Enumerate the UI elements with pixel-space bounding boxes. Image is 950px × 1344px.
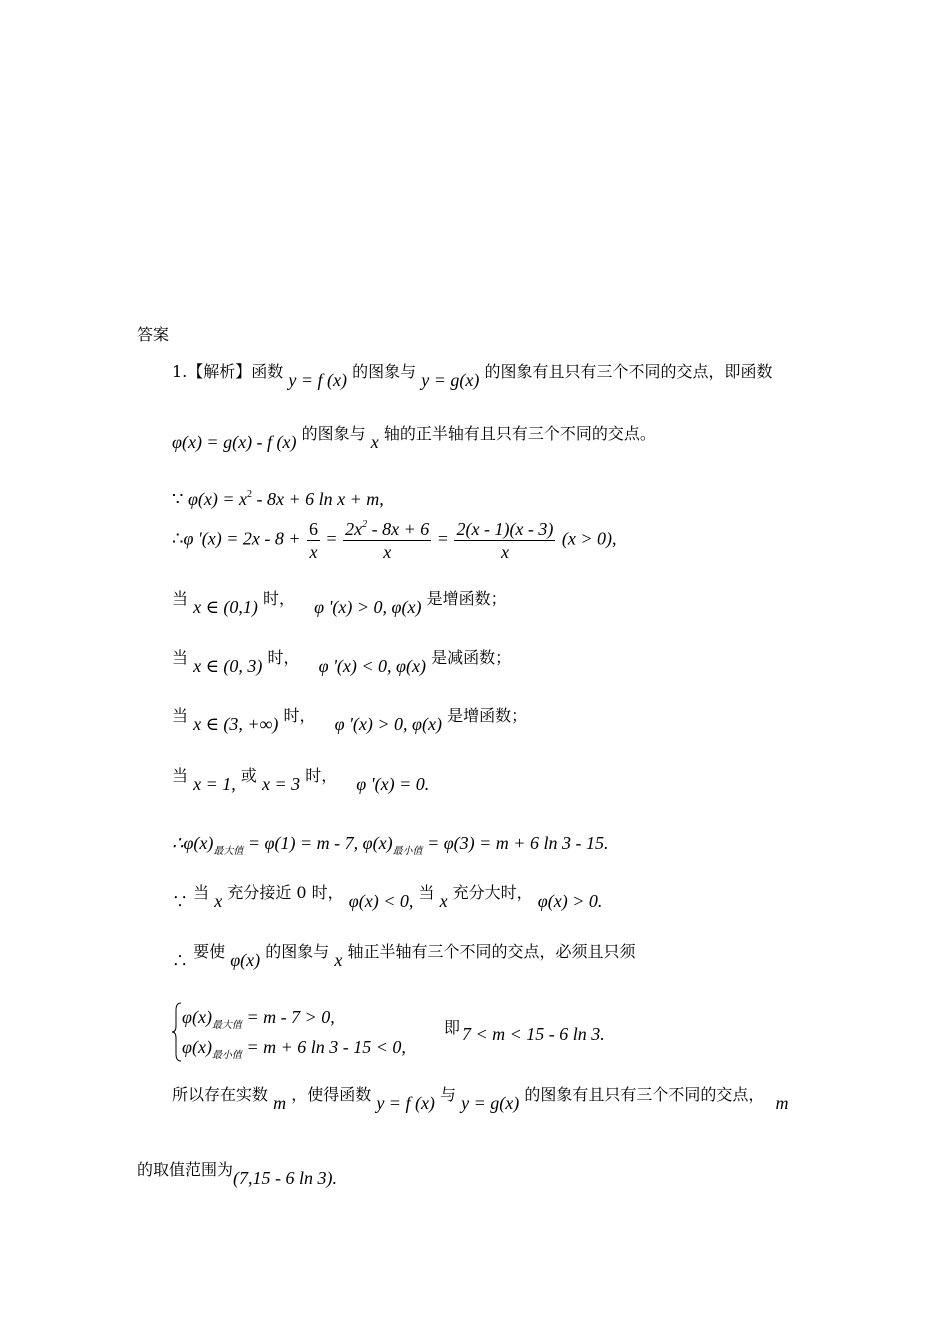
text: 时， [263, 589, 296, 608]
answer-interval: (7,15 - 6 ln 3). [233, 1168, 337, 1188]
formula-part: = φ(3) = m + 6 ln 3 - 15. [422, 833, 609, 853]
limit-behavior [172, 883, 603, 911]
var-x: x [439, 891, 448, 911]
value: x = 3 [261, 774, 301, 794]
final-answer [137, 1160, 337, 1188]
condition: φ(x) < 0, [348, 891, 414, 911]
var-m: m [273, 1093, 287, 1113]
text: 与 [440, 1085, 457, 1104]
fraction-3 [454, 520, 555, 561]
text: 轴的正半轴有且只有三个不同的交点。 [383, 424, 656, 443]
text: 函数 [251, 362, 284, 381]
range: x ∈ (0, 3) [193, 656, 263, 676]
subscript-max: 最大值 [211, 1020, 242, 1031]
text: 是减函数； [431, 648, 512, 667]
text: 当 [172, 648, 189, 667]
text: 时， [305, 766, 338, 785]
requirement [172, 942, 636, 970]
text: 轴正半轴有三个不同的交点，必须且只须 [347, 942, 636, 961]
therefore-symbol: ∴ [172, 833, 184, 853]
text: 要使 [193, 942, 226, 961]
numerator: - 8x + 6 [367, 519, 430, 539]
formula-part: = φ(1) = m - 7, φ(x) [243, 833, 393, 853]
condition: φ '(x) < 0, φ(x) [318, 656, 426, 676]
range: x ∈ (0,1) [193, 597, 258, 617]
since-symbol: ∵ [172, 892, 189, 911]
formula-y-fx: y = f (x) [288, 370, 348, 390]
condition: φ '(x) = 0. [356, 774, 430, 794]
numerator: 2x [345, 519, 363, 539]
formula-part: φ(x) [182, 1007, 212, 1027]
case-2 [172, 648, 512, 676]
text: 当 [418, 883, 435, 902]
formula-part: φ(x) [182, 1037, 212, 1057]
condition: φ '(x) > 0, φ(x) [334, 714, 442, 734]
text: 是增函数； [426, 589, 507, 608]
fraction-2 [343, 520, 431, 561]
formula-phi-def: φ(x) = g(x) - f (x) [172, 432, 297, 452]
formula-part: = m - 7 > 0, [241, 1007, 335, 1027]
denominator: x [309, 542, 318, 562]
text: 时， [283, 706, 316, 725]
denominator: x [500, 542, 509, 562]
case-1 [172, 589, 507, 617]
text: 的图象有且只有三个不同的交点， [524, 1085, 765, 1104]
text: ，使得函数 [291, 1085, 372, 1104]
text: 当 [172, 766, 189, 785]
formula-phi [172, 490, 384, 508]
text: 的图象与 [265, 942, 330, 961]
text: 时， [267, 648, 300, 667]
therefore-symbol: ∴ [172, 528, 184, 549]
system-row-1 [182, 1007, 335, 1031]
text: 当 [193, 883, 210, 902]
text: 的取值范围为 [137, 1160, 234, 1179]
case-3 [172, 706, 528, 734]
text: 的图象与 [352, 362, 417, 381]
heading: 答案 [137, 325, 170, 344]
formula-part: φ(x) [183, 833, 214, 853]
var-x: x [214, 891, 223, 911]
subscript-min: 最小值 [392, 846, 423, 857]
item-number: 1. [172, 362, 188, 381]
solution-range: 7 < m < 15 - 6 ln 3. [462, 1024, 605, 1044]
numerator: 6 [309, 519, 319, 539]
formula-extrema [172, 833, 609, 857]
text: 充分大时， [452, 883, 533, 902]
condition: φ(x) > 0. [537, 891, 603, 911]
var-x: x [334, 950, 343, 970]
case-4 [172, 766, 430, 794]
formula-y-gx: y = g(x) [421, 370, 480, 390]
value: x = 1, [193, 774, 236, 794]
subscript-min: 最小值 [211, 1050, 242, 1061]
numerator: 2(x - 1)(x - 3) [456, 519, 554, 539]
analysis-tag: 【解析】 [187, 362, 252, 381]
condition: φ '(x) > 0, φ(x) [314, 597, 422, 617]
text: 当 [172, 589, 189, 608]
conclusion [172, 1085, 789, 1113]
formula-phi-x: φ(x) [230, 950, 261, 970]
formula-derivative [172, 520, 617, 561]
formula-part: (x > 0), [561, 528, 617, 549]
paragraph-1 [172, 362, 773, 390]
formula-part: = m + 6 ln 3 - 15 < 0, [241, 1037, 406, 1057]
text: 充分接近 0 时， [227, 883, 344, 902]
denominator: x [383, 542, 392, 562]
text: 当 [172, 706, 189, 725]
exponent: 2 [247, 489, 253, 500]
range: x ∈ (3, +∞) [193, 714, 279, 734]
text: 的图象有且只有三个不同的交点，即函数 [484, 362, 773, 381]
exponent: 2 [362, 519, 368, 530]
formula-y-gx: y = g(x) [461, 1093, 520, 1113]
left-brace [172, 1002, 182, 1062]
formula-part: - 8x + 6 ln x + m, [252, 489, 384, 509]
formula-part: φ '(x) = 2x - 8 + [183, 528, 301, 549]
var-m: m [775, 1093, 789, 1113]
var-x: x [370, 432, 379, 452]
formula-y-fx: y = f (x) [376, 1093, 435, 1113]
solution-ji: 即 [444, 1018, 461, 1037]
text: 的图象与 [301, 424, 366, 443]
fraction-1 [307, 520, 320, 561]
system-row-2 [182, 1037, 406, 1061]
text: 或 [240, 766, 257, 785]
paragraph-2 [172, 424, 656, 452]
subscript-max: 最大值 [213, 846, 244, 857]
equals: = [437, 528, 448, 549]
equals: = [326, 528, 337, 549]
text: 是增函数； [447, 706, 528, 725]
since-symbol: ∵ [172, 489, 184, 509]
text: 所以存在实数 [172, 1085, 269, 1104]
formula-part: φ(x) = x [187, 489, 248, 509]
therefore-symbol: ∴ [172, 951, 189, 970]
